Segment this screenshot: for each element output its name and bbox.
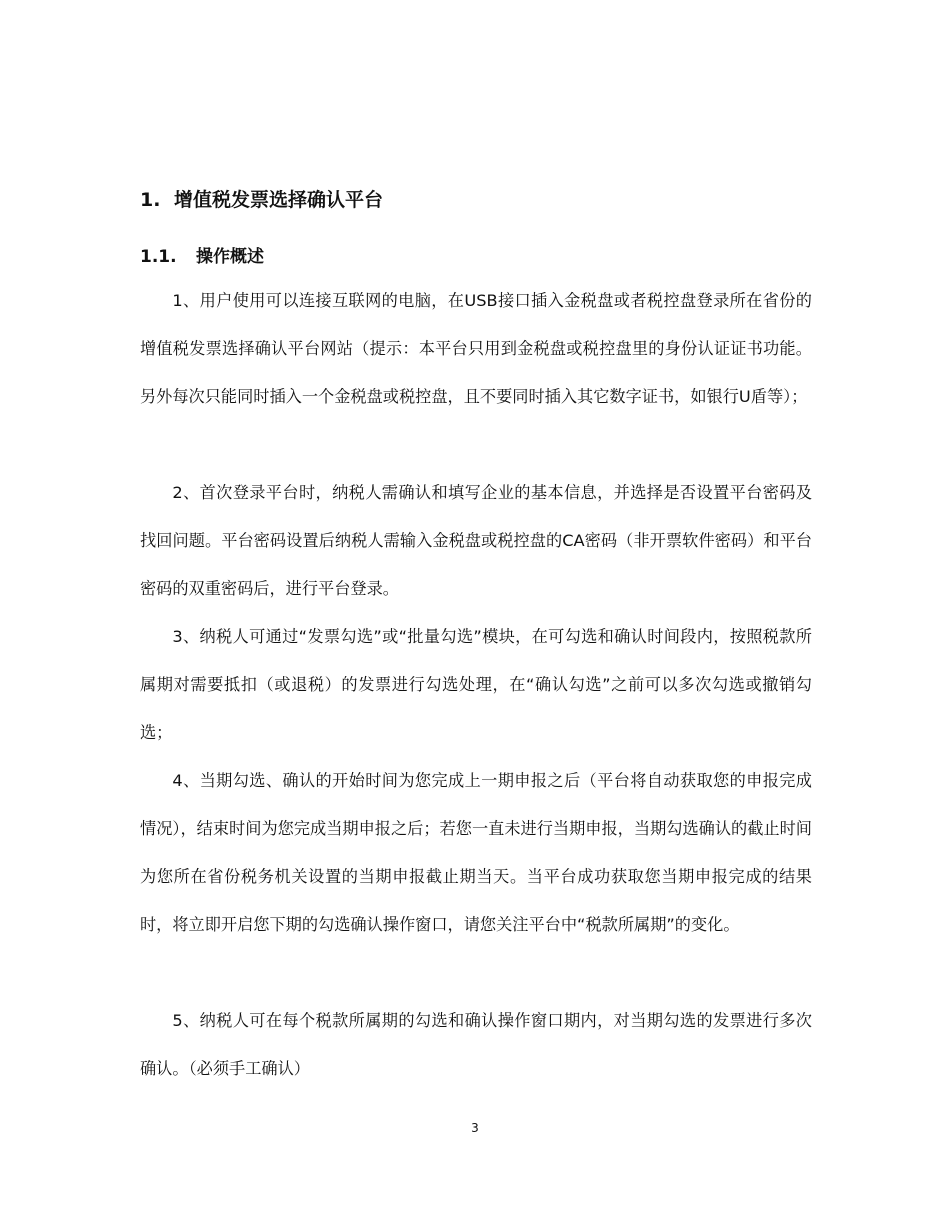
section-number: 1. — [140, 189, 161, 211]
section-heading — [140, 186, 383, 214]
paragraph-5: 5、纳税人可在每个税款所属期的勾选和确认操作窗口期内，对当期勾选的发票进行多次确认。（必须手工确认） — [140, 1011, 812, 1078]
paragraph-2: 2、首次登录平台时，纳税人需确认和填写企业的基本信息，并选择是否设置平台密码及找回问题。平台密码设置后纳税人需输入金税盘或税控盘的CA密码（非开票软件密码）和平台密码的双重密码后，进行平台登录。 — [140, 483, 812, 598]
subsection-number: 1.1. — [140, 247, 177, 267]
section-title: 增值税发票选择确认平台 — [174, 189, 384, 211]
subsection-title: 操作概述 — [196, 247, 264, 267]
paragraph-4: 4、当期勾选、确认的开始时间为您完成上一期申报之后（平台将自动获取您的申报完成情况），结束时间为您完成当期申报之后；若您一直未进行当期申报，当期勾选确认的截止时间为您所在省份税务机关设置的当期申报截止期当天。当平台成功获取您当期申报完成的结果时，将立即开启您下期的勾选确认操作窗口，请您关注平台中“税款所属期”的变化。 — [140, 771, 812, 934]
page-number: 3 — [471, 1121, 479, 1135]
subsection-heading — [140, 244, 264, 270]
paragraph-3: 3、纳税人可通过“发票勾选”或“批量勾选”模块，在可勾选和确认时间段内，按照税款所属期对需要抵扣（或退税）的发票进行勾选处理，在“确认勾选”之前可以多次勾选或撤销勾选； — [140, 627, 812, 742]
paragraph-1: 1、用户使用可以连接互联网的电脑，在USB接口插入金税盘或者税控盘登录所在省份的增值税发票选择确认平台网站（提示：本平台只用到金税盘或税控盘里的身份认证证书功能。另外每次只能同时插入一个金税盘或税控盘，且不要同时插入其它数字证书，如银行U盾等）； — [140, 291, 812, 406]
